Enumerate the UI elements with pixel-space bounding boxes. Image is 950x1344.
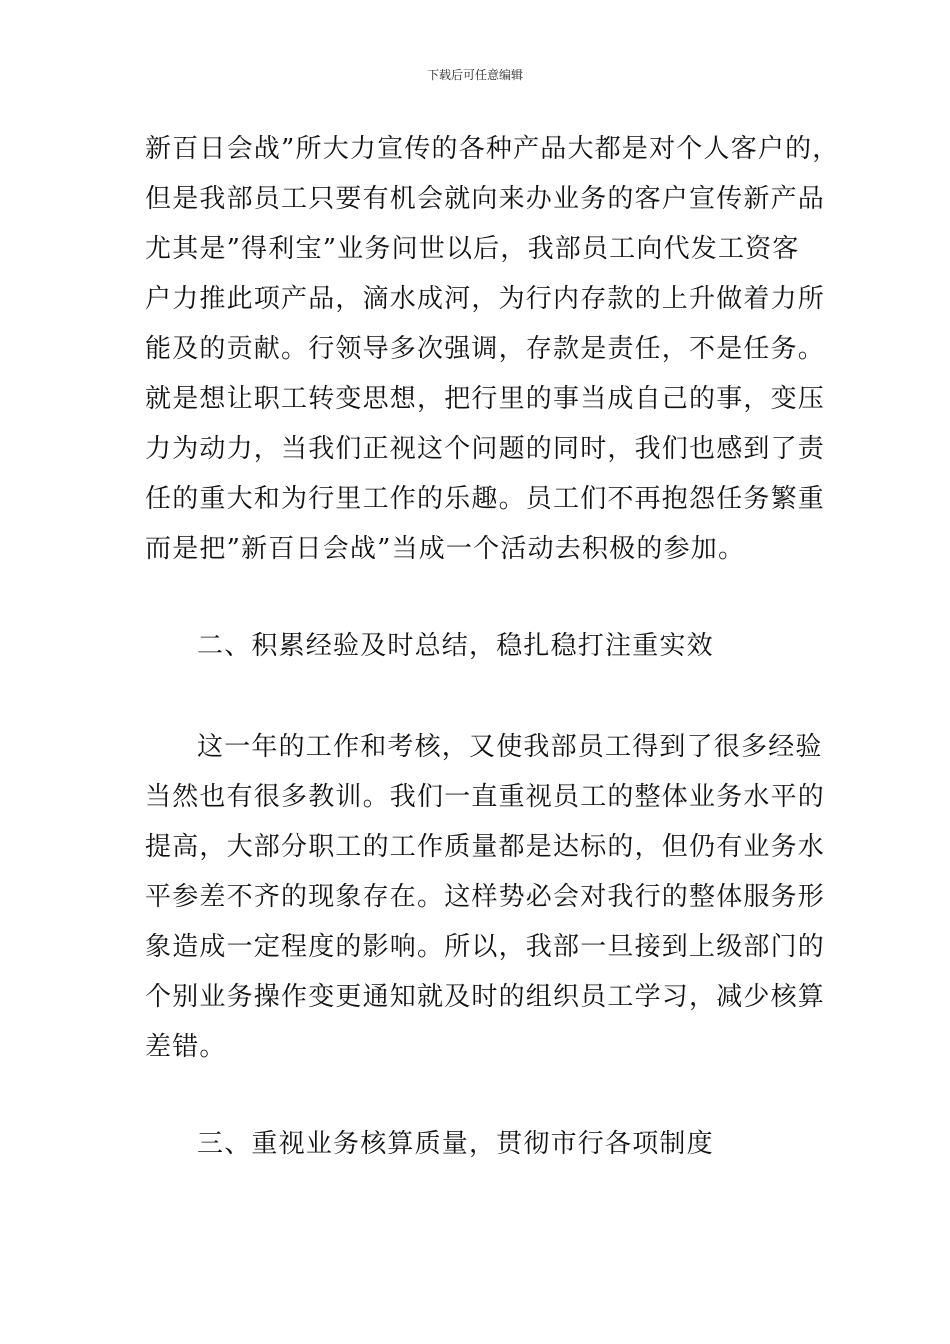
paragraph-line: 提高，大部分职工的工作质量都是达标的，但仍有业务水 [145,832,826,862]
paragraph-line: 户力推此项产品，滴水成河，为行内存款的上升做着力所 [145,284,826,314]
paragraph-line: 但是我部员工只要有机会就向来办业务的客户宣传新产品 [145,184,826,214]
paragraph-line: 尤其是”得利宝”业务问世以后，我部员工向代发工资客 [145,234,800,264]
paragraph-line: 平参差不齐的现象存在。这样势必会对我行的整体服务形 [145,882,826,912]
paragraph-1 [145,124,840,574]
paragraph-line: 这一年的工作和考核，又使我部员工得到了很多经验 [197,732,823,762]
paragraph-line: 任的重大和为行里工作的乐趣。员工们不再抱怨任务繁重 [145,484,826,514]
paragraph-line: 差错。 [145,1032,227,1062]
paragraph-line: 个别业务操作变更通知就及时的组织员工学习，减少核算 [145,982,826,1012]
paragraph-line: 象造成一定程度的影响。所以，我部一旦接到上级部门的 [145,932,826,962]
paragraph-line: 新百日会战”所大力宣传的各种产品大都是对个人客户的， [145,134,840,164]
section-heading-3: 三、重视业务核算质量，贯彻市行各项制度 [197,1129,714,1159]
section-heading-2: 二、积累经验及时总结，稳扎稳打注重实效 [197,631,714,661]
page-header: 下载后可任意编辑 [426,68,523,82]
paragraph-2 [145,722,826,1072]
paragraph-line: 就是想让职工转变思想，把行里的事当成自己的事，变压 [145,384,826,414]
paragraph-line: 而是把”新百日会战”当成一个活动去积极的参加。 [145,534,746,564]
paragraph-line: 当然也有很多教训。我们一直重视员工的整体业务水平的 [145,782,826,812]
paragraph-line: 力为动力，当我们正视这个问题的同时，我们也感到了责 [145,434,826,464]
paragraph-line: 能及的贡献。行领导多次强调，存款是责任，不是任务。 [145,334,826,364]
